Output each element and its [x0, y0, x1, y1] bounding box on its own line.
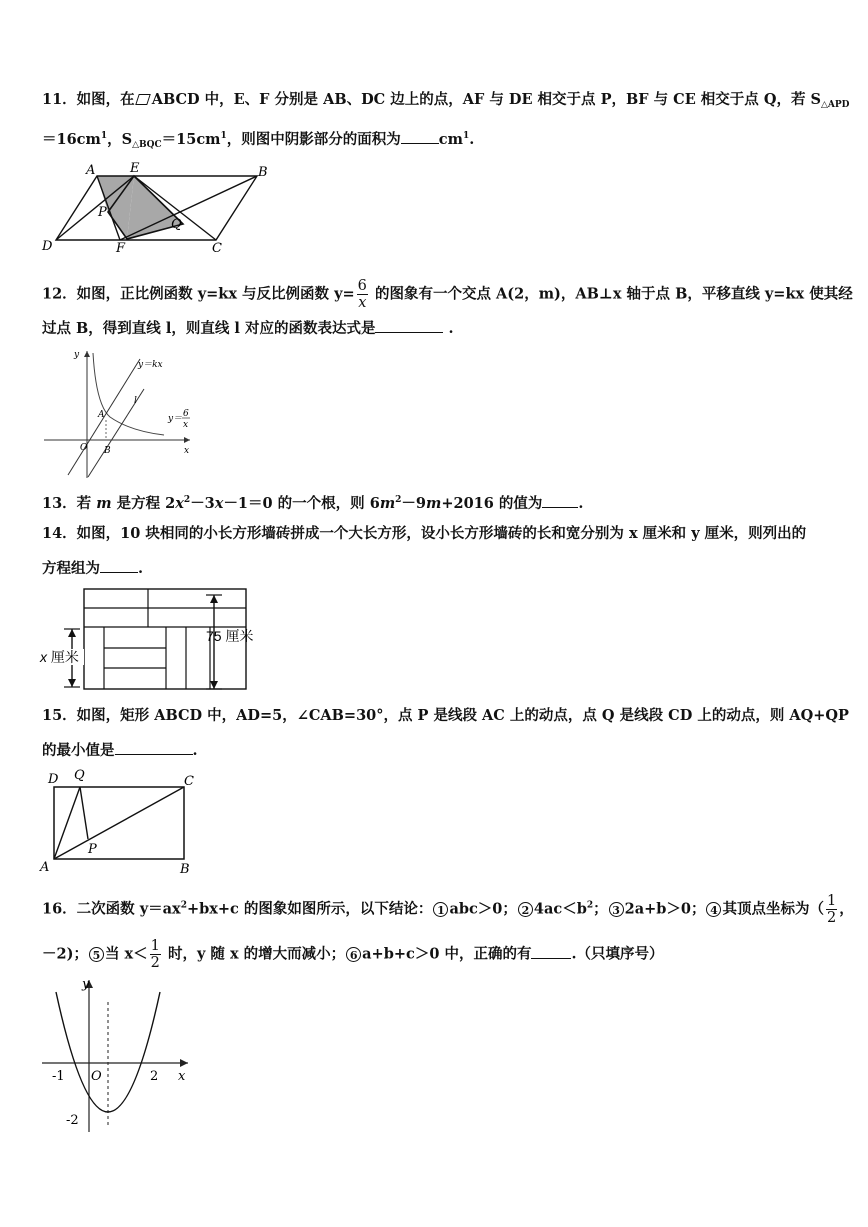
q16-text: abc＞0；	[449, 900, 517, 918]
q12-line2	[42, 318, 454, 339]
label-75cm: 75 厘米	[206, 628, 254, 644]
circled-number-6: 6	[346, 947, 361, 962]
label-D: D	[42, 239, 53, 254]
q13-superscript: 2	[395, 495, 402, 505]
q11-text: .	[469, 131, 475, 148]
q15-answer-blank[interactable]	[115, 740, 193, 755]
label-F: F	[116, 241, 126, 254]
q12-text: .	[443, 320, 454, 337]
q12-text: 过点 B，得到直线 l，则直线 l 对应的函数表达式是	[42, 320, 376, 337]
label-A: A	[86, 163, 96, 178]
q16-line1	[42, 893, 854, 926]
q16-text: 当 x＜	[104, 945, 148, 963]
q16-text: 4ac＜b	[533, 900, 587, 918]
q11-answer-blank[interactable]	[401, 129, 439, 144]
q11-text: 11．如图，在	[42, 91, 135, 108]
q16-superscript: 2	[586, 900, 594, 911]
q16-superscript: 2	[180, 900, 187, 911]
label-y: y	[82, 977, 90, 992]
q14-answer-blank[interactable]	[100, 558, 138, 573]
q11-subscript: △BQC	[132, 140, 162, 150]
label-x: x	[184, 446, 190, 456]
circled-number-4: 4	[706, 902, 721, 917]
q15-text: 的最小值是	[42, 742, 115, 759]
q11-text: ，则图中阴影部分的面积为	[226, 131, 401, 148]
q12-function-graph	[40, 345, 200, 480]
q13-var: m	[426, 495, 442, 512]
q12-fraction: $\frac{6}{x}$	[357, 278, 367, 311]
q13-var: m	[96, 495, 112, 512]
q16-text: ，	[839, 900, 854, 918]
q16-fraction-1: $\frac{1}{2}$	[826, 893, 837, 926]
q13-text: －9	[401, 495, 427, 512]
label-C: C	[212, 241, 222, 254]
label-O: O	[91, 1069, 102, 1084]
q11-text: ，S	[107, 131, 133, 148]
label-minus-1: -1	[52, 1069, 65, 1084]
q13-var: x	[175, 495, 184, 512]
circled-number-2: 2	[518, 902, 533, 917]
parallelogram-icon	[135, 94, 151, 105]
q12-answer-blank[interactable]	[375, 318, 443, 333]
label-P: P	[98, 205, 107, 220]
q16-text: 2a+b＞0；	[624, 900, 706, 918]
q16-fraction-2: $\frac{1}{2}$	[150, 938, 160, 971]
q13-text: .	[578, 495, 584, 512]
q11-line1	[42, 90, 849, 115]
q16-text: +bx+c 的图象如图所示，以下结论：	[186, 900, 433, 918]
q13-line	[42, 490, 583, 514]
circled-number-3: 3	[609, 902, 624, 917]
label-A: A	[98, 410, 105, 420]
q11-superscript: 1	[100, 131, 108, 141]
q11-text: ＝15cm	[161, 131, 221, 148]
q16-line2	[42, 938, 664, 971]
label-x-var: x	[40, 649, 47, 665]
q13-answer-blank[interactable]	[542, 493, 578, 508]
label-y6-prefix: y＝	[168, 414, 183, 424]
label-x-unit: 厘米	[47, 649, 79, 665]
q11-superscript: 1	[462, 131, 470, 141]
label-Q: Q	[171, 217, 182, 232]
q11-line2	[42, 126, 474, 155]
q15-line1: 15．如图，矩形 ABCD 中，AD=5，∠CAB=30°，点 P 是线段 AC 上的动点，点 Q 是线段 CD 上的动点，则 AQ+QP	[42, 707, 849, 724]
q14-text: 方程组为	[42, 560, 100, 577]
q16-text: .（只填序号）	[571, 945, 664, 963]
q16-answer-blank[interactable]	[531, 944, 571, 959]
label-minus-2: -2	[66, 1113, 79, 1128]
q13-text: 是方程 2	[111, 495, 176, 512]
label-B: B	[258, 165, 268, 180]
label-y: y	[74, 350, 80, 360]
q11-text: ABCD 中，E、F 分别是 AB、DC 边上的点，AF 与 DE 相交于点 P，BF 与 CE 相交于点 Q，若 S	[151, 91, 821, 108]
q11-superscript: 1	[220, 131, 227, 141]
q13-text: +2016 的值为	[441, 495, 543, 512]
svg-text:x 厘米	[39, 649, 79, 665]
q15-line2	[42, 740, 198, 761]
q16-text: 16．二次函数 y＝ax	[42, 900, 181, 918]
q12-text: 的图象有一个交点 A(2，m)，AB⊥x 轴于点 B，平移直线 y=kx 使其经	[369, 285, 853, 303]
label-Q: Q	[74, 768, 85, 783]
q14-line1: 14．如图，10 块相同的小长方形墙砖拼成一个大长方形，设小长方形墙砖的长和宽分别为 x 厘米和 y 厘米，则列出的	[42, 525, 807, 542]
q11-parallelogram-figure	[38, 160, 278, 254]
circled-number-1: 1	[433, 902, 448, 917]
label-A: A	[40, 860, 50, 875]
q13-var: x	[214, 495, 224, 512]
label-y6-num: 6	[183, 409, 189, 419]
label-B: B	[104, 446, 111, 456]
q11-text: ＝16cm	[42, 131, 101, 148]
circled-number-5: 5	[89, 947, 104, 962]
q12-text: 12．如图，正比例函数 y=kx 与反比例函数 y=	[42, 285, 355, 303]
q11-subscript: △APD	[821, 100, 850, 110]
q12-line1	[42, 278, 853, 311]
label-E: E	[130, 161, 140, 176]
label-P: P	[88, 842, 97, 857]
q16-text: ；	[593, 900, 608, 918]
label-y6-den: x	[183, 420, 189, 430]
label-O: O	[80, 443, 88, 453]
q16-text: 其顶点坐标为（	[722, 900, 824, 918]
label-D: D	[48, 772, 59, 787]
label-ykx: y＝kx	[138, 360, 163, 370]
q14-brick-figure	[38, 583, 268, 695]
q14-line2	[42, 558, 143, 579]
q14-text: .	[138, 560, 144, 577]
q13-superscript: 2	[183, 495, 191, 505]
q16-text: a+b+c＞0 中，正确的有	[362, 945, 532, 963]
q16-parabola-graph	[38, 972, 198, 1137]
q13-text: －1＝0 的一个根，则 6	[223, 495, 380, 512]
q13-var: m	[379, 495, 396, 512]
q13-text: －3	[190, 495, 215, 512]
q15-rectangle-figure	[38, 765, 208, 880]
label-C: C	[184, 774, 194, 789]
q15-text: .	[192, 742, 198, 759]
label-l: l	[134, 396, 137, 406]
q13-text: 13．若	[42, 495, 97, 512]
label-B: B	[180, 862, 190, 877]
q16-text: 时，y 随 x 的增大而减小；	[162, 945, 346, 963]
q11-text: cm	[438, 131, 463, 148]
label-2: 2	[150, 1069, 159, 1084]
q16-text: －2)；	[42, 945, 88, 963]
label-x: x	[178, 1069, 186, 1084]
